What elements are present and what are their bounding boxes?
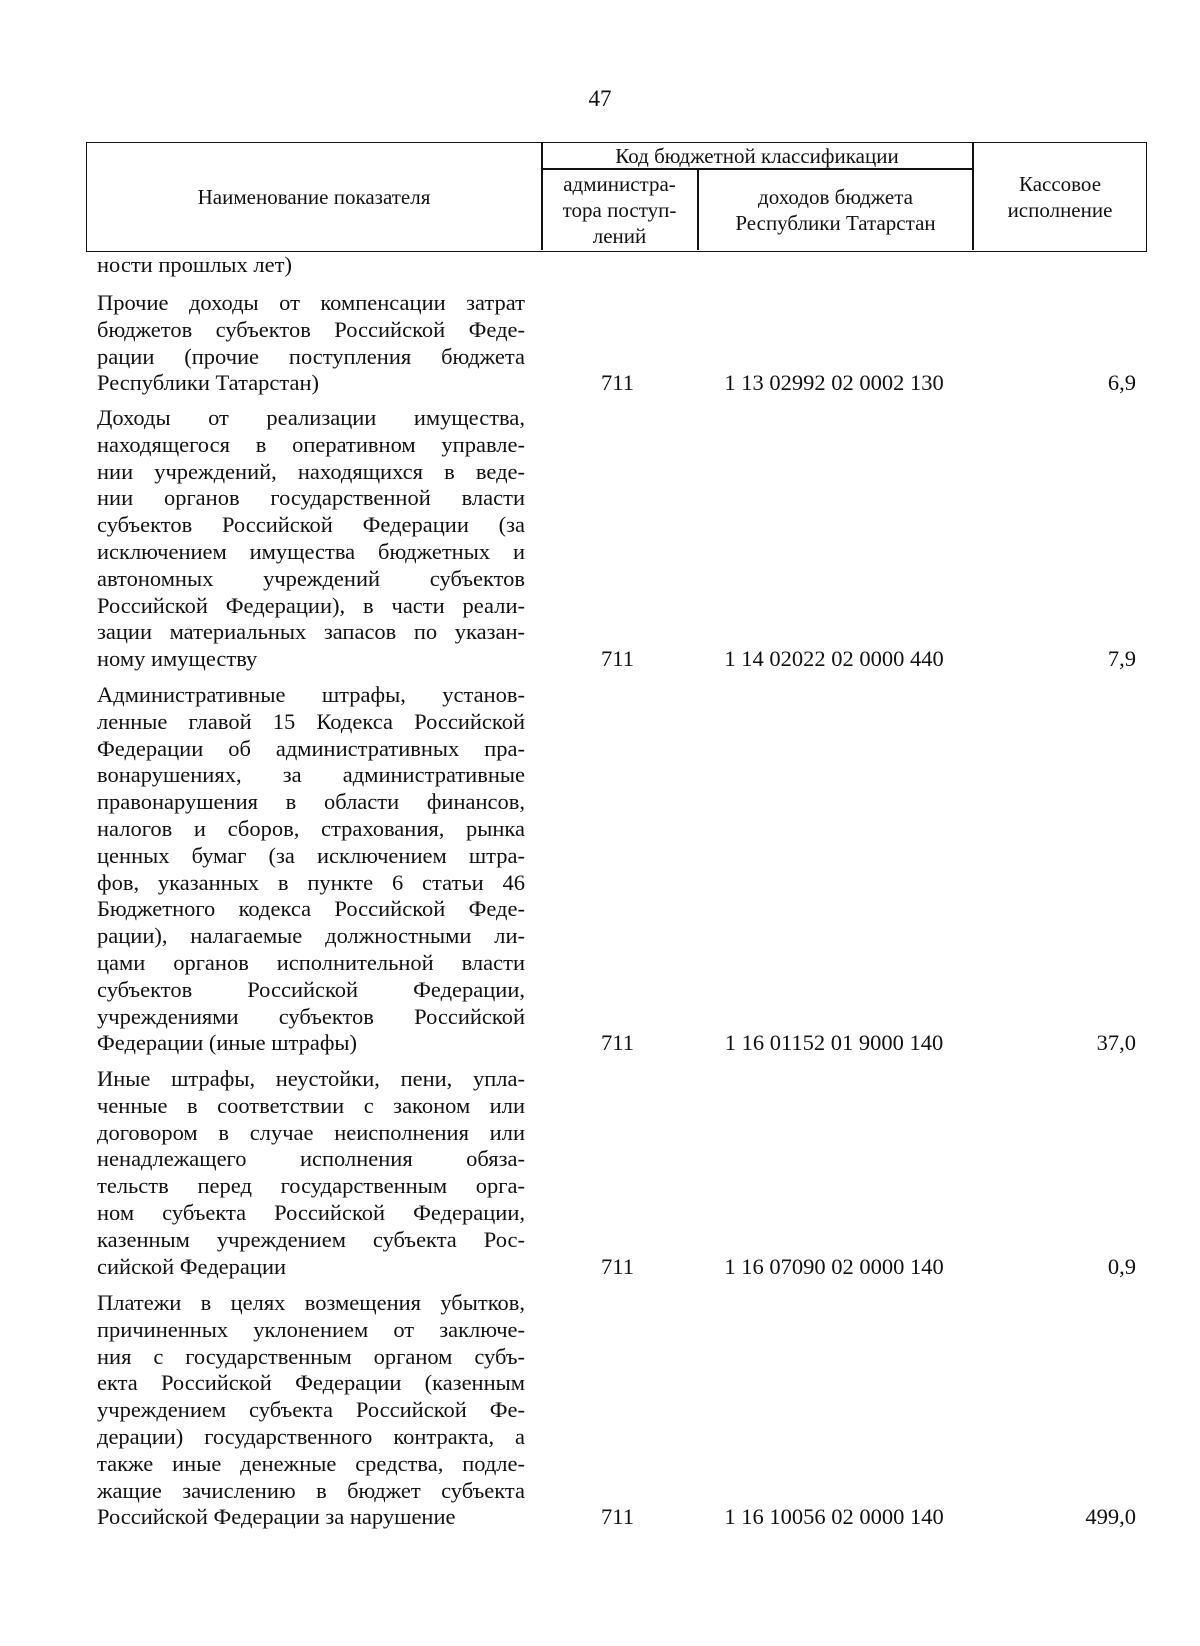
indicator-name-line: договором в случае неисполнения или <box>97 1119 525 1145</box>
header-exec-line: Кассовое <box>1018 171 1102 196</box>
header-income-line: Республики Татарстан <box>735 211 936 235</box>
indicator-name-line: находящегося в оперативном управле- <box>97 431 525 457</box>
indicator-name-line: Бюджетного кодекса Российской Феде- <box>97 896 525 922</box>
header-exec-column <box>974 143 1146 250</box>
income-code: 1 16 10056 02 0000 140 <box>724 1504 944 1530</box>
indicator-name-line: Административные штрафы, установ- <box>97 682 525 707</box>
header-code-group-label: Код бюджетной классификации <box>615 144 899 168</box>
indicator-name-line: нии учреждений, находящихся в веде- <box>97 458 525 484</box>
indicator-name-line: ченные в соответствии с законом или <box>97 1092 525 1118</box>
indicator-name-line: автономных учреждений субъектов <box>97 565 525 591</box>
header-name-label: Наименование показателя <box>197 184 431 209</box>
indicator-name-line: также иные денежные средства, подле- <box>97 1450 525 1476</box>
indicator-name-line: исключением имущества бюджетных и <box>97 538 525 564</box>
indicator-name-line: ния с государственным органом субъ- <box>97 1343 525 1369</box>
indicator-name-line: ненадлежащего исполнения обяза- <box>97 1146 525 1172</box>
indicator-name-line: Прочие доходы от компенсации затрат <box>97 290 525 315</box>
admin-code: 711 <box>601 1504 634 1530</box>
header-admin-column <box>542 170 697 250</box>
indicator-name-line: Иные штрафы, неустойки, пени, упла- <box>97 1066 525 1091</box>
indicator-name-line: ности прошлых лет) <box>97 252 292 277</box>
indicator-name-line: сийской Федерации <box>97 1253 287 1279</box>
admin-code: 711 <box>601 1030 634 1056</box>
indicator-name-line: фов, указанных в пункте 6 статьи 46 <box>97 869 525 895</box>
indicator-name-line: бюджетов субъектов Российской Феде- <box>97 316 525 342</box>
header-code-group <box>542 143 972 169</box>
execution-amount: 7,9 <box>1107 646 1136 672</box>
indicator-name-line: ном субъекта Российской Федерации, <box>97 1199 525 1225</box>
indicator-name-line: Российской Федерации за нарушение <box>97 1504 456 1530</box>
indicator-name-line: ному имуществу <box>97 646 258 672</box>
header-income-line: доходов бюджета <box>758 185 913 209</box>
indicator-name-line: рации (прочие поступления бюджета <box>97 343 525 369</box>
admin-code: 711 <box>601 1253 634 1279</box>
header-income-column <box>699 170 972 250</box>
income-code: 1 16 01152 01 9000 140 <box>724 1030 944 1056</box>
income-code: 1 16 07090 02 0000 140 <box>724 1253 944 1279</box>
indicator-name-line: причиненных уклонением от заключе- <box>97 1316 525 1342</box>
indicator-name-line: казенным учреждением субъекта Рос- <box>97 1226 525 1252</box>
header-name-column <box>87 143 541 250</box>
indicator-name-line: Федерации об административных пра- <box>97 735 525 761</box>
indicator-name-line: ленные главой 15 Кодекса Российской <box>97 708 525 734</box>
indicator-name-line: цами органов исполнительной власти <box>97 949 525 975</box>
header-admin-line: лений <box>592 224 647 248</box>
indicator-name-line: субъектов Российской Федерации (за <box>97 512 525 538</box>
header-admin-line: тора поступ- <box>562 198 677 222</box>
indicator-name <box>97 405 525 673</box>
execution-amount: 0,9 <box>1107 1253 1136 1279</box>
indicator-name-line: налогов и сборов, страхования, рынка <box>97 815 525 841</box>
indicator-name-line: Российской Федерации), в части реали- <box>97 592 525 618</box>
indicator-name <box>97 682 525 1057</box>
indicator-name-line: рации), налагаемые должностными ли- <box>97 923 525 949</box>
indicator-name-line: учреждениями субъектов Российской <box>97 1003 525 1029</box>
indicator-name-line: нии органов государственной власти <box>97 485 525 511</box>
indicator-name-line: правонарушения в области финансов, <box>97 789 525 815</box>
table-header <box>86 142 1147 252</box>
income-code: 1 14 02022 02 0000 440 <box>724 646 944 672</box>
execution-amount: 499,0 <box>1085 1504 1136 1530</box>
header-admin-line: администра- <box>563 172 676 196</box>
indicator-name-line: Федерации (иные штрафы) <box>97 1030 358 1056</box>
indicator-name-line: субъектов Российской Федерации, <box>97 976 525 1002</box>
indicator-name-line: зации материальных запасов по указан- <box>97 619 525 645</box>
execution-amount: 37,0 <box>1096 1030 1136 1056</box>
header-exec-line: исполнение <box>1007 197 1113 222</box>
indicator-name-line: ценных бумаг (за исключением штра- <box>97 842 525 868</box>
admin-code: 711 <box>601 370 634 396</box>
indicator-name <box>97 252 525 279</box>
indicator-name-line: Платежи в целях возмещения убытков, <box>97 1290 525 1315</box>
execution-amount: 6,9 <box>1107 370 1136 396</box>
indicator-name-line: жащие зачислению в бюджет субъекта <box>97 1477 525 1503</box>
indicator-name-line: учреждением субъекта Российской Фе- <box>97 1397 525 1423</box>
indicator-name-line: Доходы от реализации имущества, <box>97 405 525 430</box>
indicator-name <box>97 290 525 397</box>
indicator-name-line: екта Российской Федерации (казенным <box>97 1370 525 1396</box>
indicator-name <box>97 1290 525 1531</box>
indicator-name-line: Республики Татарстан) <box>97 370 320 396</box>
indicator-name-line: дерации) государственного контракта, а <box>97 1423 525 1449</box>
page-number: 47 <box>588 86 612 111</box>
indicator-name <box>97 1066 525 1280</box>
admin-code: 711 <box>601 646 634 672</box>
indicator-name-line: тельств перед государственным орга- <box>97 1173 525 1199</box>
indicator-name-line: вонарушениях, за административные <box>97 762 525 788</box>
income-code: 1 13 02992 02 0002 130 <box>724 370 944 396</box>
